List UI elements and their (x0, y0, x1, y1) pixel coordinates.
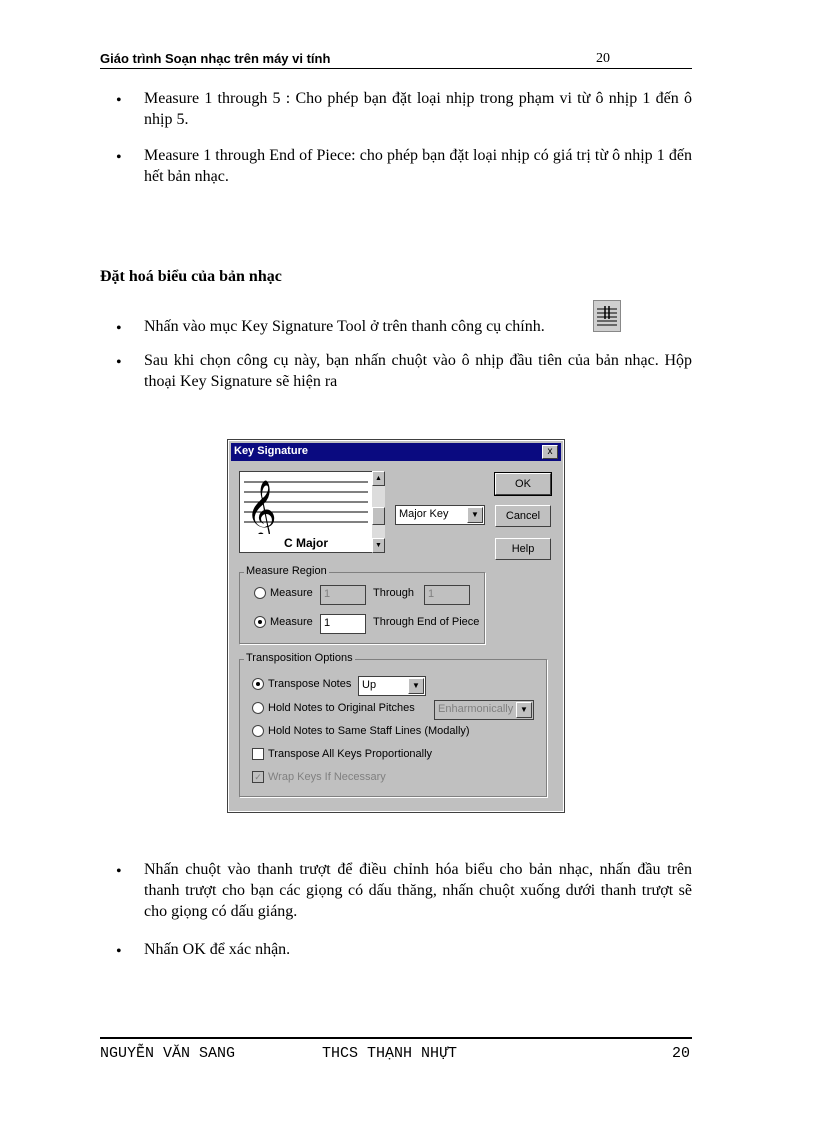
scroll-down-icon[interactable]: ▼ (372, 538, 385, 553)
measure-from-field[interactable] (320, 585, 366, 605)
radio-transpose-notes[interactable] (252, 678, 264, 690)
measure-range-label: Measure (270, 587, 313, 599)
through-end-label: Through End of Piece (373, 616, 480, 628)
bullet-dot: • (116, 354, 122, 371)
bullet-dot: • (116, 943, 122, 960)
footer-author: NGUYỄN VĂN SANG (100, 1045, 236, 1062)
chevron-down-icon[interactable]: ▼ (408, 678, 424, 694)
ok-button[interactable]: OK (495, 473, 551, 495)
transpose-all-label: Transpose All Keys Proportionally (268, 748, 433, 760)
bullet-text-slider: Nhấn chuột vào thanh trượt để điều chỉnh hóa biểu cho bản nhạc, nhấn đầu trên thanh trượt cho bạn các giọng có dấu thăng, nhấn chuột xuống dưới thanh trượt sẽ cho giọng có dấu giáng. (144, 861, 692, 920)
hold-pitches-label: Hold Notes to Original Pitches (268, 702, 415, 714)
transpose-notes-label: Transpose Notes (268, 678, 352, 690)
transposition-group (239, 652, 547, 797)
dialog-title: Key Signature (234, 445, 308, 457)
bullet-text-click-measure: Sau khi chọn công cụ này, bạn nhấn chuột vào ô nhịp đầu tiên của bản nhạc. Hộp thoại Key Signature sẽ hiện ra (144, 352, 692, 390)
key-scrollbar[interactable] (372, 471, 385, 553)
scroll-thumb[interactable] (372, 507, 385, 525)
measure-region-legend: Measure Region (246, 565, 327, 577)
through-label: Through (373, 587, 414, 599)
radio-hold-pitches[interactable] (252, 702, 264, 714)
page-footer (100, 1037, 692, 1065)
measure-range-option[interactable] (254, 587, 313, 599)
hold-pitches-option[interactable] (252, 702, 415, 714)
page-header (100, 51, 692, 69)
radio-measure-range[interactable] (254, 587, 266, 599)
section-title: Đặt hoá biểu của bản nhạc (100, 268, 282, 285)
mode-select-value: Major Key (399, 508, 449, 520)
bullet-text-measure-end: Measure 1 through End of Piece: cho phép bạn đặt loại nhịp có giá trị từ ô nhịp 1 đến hết bản nhạc. (144, 147, 692, 185)
bullet-dot: • (116, 863, 122, 880)
bullet-text-ok: Nhấn OK để xác nhận. (144, 941, 291, 958)
hold-staff-label: Hold Notes to Same Staff Lines (Modally) (268, 725, 470, 737)
enharmonic-select[interactable] (434, 700, 534, 720)
mode-select[interactable] (395, 505, 485, 525)
checkbox-transpose-all[interactable] (252, 748, 264, 760)
chevron-down-icon[interactable]: ▼ (516, 702, 532, 718)
measure-to-end-label: Measure (270, 616, 313, 628)
measure-start-value: 1 (324, 617, 331, 629)
bullet-text-measure-1-5: Measure 1 through 5 : Cho phép bạn đặt loại nhịp trong phạm vi từ ô nhịp 1 đến ô nhịp 5. (144, 90, 692, 128)
scroll-up-icon[interactable]: ▲ (372, 471, 385, 486)
key-signature-dialog (228, 440, 564, 812)
enharmonic-value: Enharmonically (438, 703, 514, 715)
radio-hold-staff[interactable] (252, 725, 264, 737)
bullet-dot: • (116, 92, 122, 109)
measure-through-field[interactable] (424, 585, 470, 605)
svg-text:𝄞: 𝄞 (246, 480, 277, 534)
measure-to-end-option[interactable] (254, 616, 313, 628)
wrap-keys-label: Wrap Keys If Necessary (268, 771, 386, 783)
measure-start-field[interactable] (320, 614, 366, 634)
radio-measure-to-end[interactable] (254, 616, 266, 628)
wrap-keys-option[interactable] (252, 771, 386, 783)
transpose-all-option[interactable] (252, 748, 432, 760)
bullet-dot: • (116, 320, 122, 337)
bullet-dot: • (116, 149, 122, 166)
hold-staff-option[interactable] (252, 725, 470, 737)
direction-select[interactable] (358, 676, 426, 696)
transpose-notes-option[interactable] (252, 678, 351, 690)
dialog-title-bar (231, 443, 561, 461)
cancel-button[interactable]: Cancel (495, 505, 551, 527)
key-preview-staff (239, 471, 373, 553)
header-title: Giáo trình Soạn nhạc trên máy vi tính (100, 51, 331, 66)
direction-value: Up (362, 679, 377, 691)
treble-staff-icon (240, 472, 372, 534)
key-signature-tool-icon (593, 300, 621, 332)
chevron-down-icon[interactable]: ▼ (467, 507, 483, 523)
measure-region-group (239, 565, 485, 644)
current-key-label: C Major (283, 536, 328, 550)
header-page-number: 20 (596, 51, 610, 66)
close-icon[interactable]: x (542, 445, 558, 459)
bullet-text-key-tool: Nhấn vào mục Key Signature Tool ở trên thanh công cụ chính. (144, 318, 545, 335)
measure-through-value: 1 (428, 588, 435, 600)
footer-school: THCS THẠNH NHỰT (322, 1045, 458, 1062)
measure-from-value: 1 (324, 588, 331, 600)
transposition-legend: Transposition Options (246, 652, 353, 664)
checkbox-wrap-keys[interactable]: ✓ (252, 771, 264, 783)
help-button[interactable]: Help (495, 538, 551, 560)
footer-page-number: 20 (671, 1045, 690, 1062)
